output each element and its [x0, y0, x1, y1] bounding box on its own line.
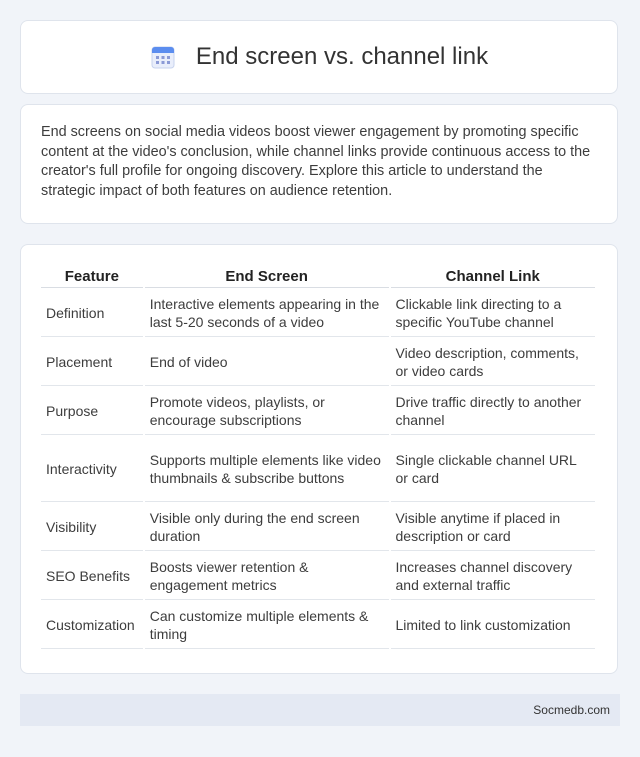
table-row: [41, 553, 595, 600]
table-header-row: [41, 265, 595, 288]
header-feature: Feature: [41, 265, 143, 288]
title-wrap: [150, 43, 488, 71]
channel-link-cell: Drive traffic directly to another channel: [391, 388, 596, 435]
channel-link-cell: Clickable link directing to a specific YouTube channel: [391, 290, 596, 337]
footer-source[interactable]: Socmedb.com: [533, 703, 610, 717]
end-screen-cell: Supports multiple elements like video thumbnails & subscribe buttons: [145, 437, 389, 502]
end-screen-cell: Boosts viewer retention & engagement metrics: [145, 553, 389, 600]
channel-link-cell: Single clickable channel URL or card: [391, 437, 596, 502]
table-row: [41, 504, 595, 551]
end-screen-cell: Can customize multiple elements & timing: [145, 602, 389, 649]
channel-link-cell: Visible anytime if placed in description or card: [391, 504, 596, 551]
footer-bar: [20, 694, 620, 726]
end-screen-cell: Promote videos, playlists, or encourage subscriptions: [145, 388, 389, 435]
intro-card: [20, 104, 618, 224]
comparison-table: [39, 263, 597, 651]
page-title: End screen vs. channel link: [195, 43, 489, 70]
end-screen-cell: Interactive elements appearing in the last 5-20 seconds of a video: [145, 290, 389, 337]
feature-cell: SEO Benefits: [41, 553, 143, 600]
header-channel-link: Channel Link: [391, 265, 596, 288]
end-screen-cell: End of video: [145, 339, 389, 386]
table-row: [41, 388, 595, 435]
intro-paragraph: End screens on social media videos boost viewer engagement by promoting specific content at the video's conclusion, while channel links provide continuous access to the creator's full profile for ongoing discovery. Explore this article to understand the strategic impact of both features on audience retention.: [41, 124, 591, 199]
table-card: [20, 244, 618, 674]
table-row: [41, 339, 595, 386]
channel-link-cell: Video description, comments, or video cards: [391, 339, 596, 386]
feature-cell: Definition: [41, 290, 143, 337]
table-row: [41, 437, 595, 502]
channel-link-cell: Limited to link customization: [391, 602, 596, 649]
end-screen-cell: Visible only during the end screen duration: [145, 504, 389, 551]
channel-link-cell: Increases channel discovery and external traffic: [391, 553, 596, 600]
feature-cell: Placement: [41, 339, 143, 386]
header-end-screen: End Screen: [145, 265, 389, 288]
table-row: [41, 290, 595, 337]
table-row: [41, 602, 595, 649]
feature-cell: Visibility: [41, 504, 143, 551]
title-card: [20, 20, 618, 94]
feature-cell: Interactivity: [41, 437, 143, 502]
calendar-icon: [150, 44, 176, 70]
feature-cell: Purpose: [41, 388, 143, 435]
feature-cell: Customization: [41, 602, 143, 649]
